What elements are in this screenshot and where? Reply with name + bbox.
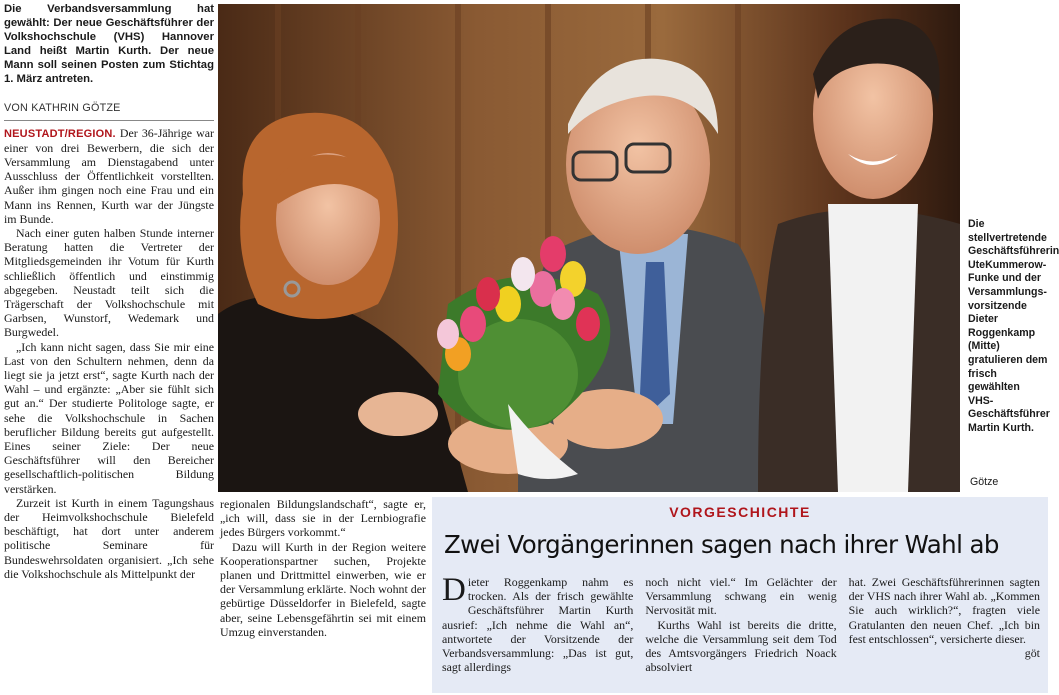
- box-kicker: VORGESCHICHTE: [669, 504, 811, 520]
- article-body: [4, 126, 214, 582]
- paragraph: noch nicht viel.“ Im Gelächter der Versammlung schwang ein wenig Nervosität mit.: [645, 575, 837, 618]
- paragraph: Nach einer guten halben Stunde interner Beratung hatten die Vertreter der Mitgliedsgemeinden ihr Votum für Kurth schließlich öffentlich und einstimmig abgegeben. Neustadt teilt sich die Trägerschaft der Volkshochschule mit Garbsen, Wunstorf, Wedemark und Burgwedel.: [4, 225, 214, 340]
- box-column-3: [849, 575, 1040, 690]
- paragraph: Dazu will Kurth in der Region weitere Kooperationspartner suchen, Projekte planen und Drittmittel einwerben, wie er der Versammlung erklärte. Noch wohnt der gebürtige Düsseldorfer in Bielefeld, sagte aber, seine Lebensgefährtin sei mit einem Umzug einverstanden.: [220, 539, 426, 639]
- photo-caption: Die stellvertretende Geschäftsführerin UteKummerow-Funke und der Versammlungs-vorsitzende Dieter Roggenkamp (Mitte) gratulieren dem frisch gewählten VHS-Geschäftsführer Martin Kurth.: [968, 218, 1059, 434]
- box-column-1: [442, 572, 634, 690]
- paragraph: regionalen Bildungslandschaft“, sagte er, „ich will, dass sie in der Lernbiografie jedes Bürgers vorkommt.“: [220, 497, 426, 540]
- box-headline: Zwei Vorgängerinnen sagen nach ihrer Wahl ab: [444, 530, 999, 559]
- box-column-2: [645, 575, 836, 690]
- box-columns: [442, 572, 1040, 690]
- photo-credit: Götze: [970, 476, 999, 488]
- box-credit: göt: [1024, 646, 1040, 661]
- drop-cap: D: [442, 572, 466, 608]
- paragraph: „Ich kann nicht sagen, dass Sie mir eine Last von den Schultern nehmen, denn da liegt sie ja jetzt erst“, sagte Kurth nach der Wahl – und ergänzte: „Aber sie fühlt sich gut an.“ Der studierte Politologe sagte, er sehe die Volkshochschule in Sachen beruflicher Bildung bereits gut aufgestellt. Eines seiner Ziele: Der neue Geschäftsführer will den Bereicher gesellschaftlich-politischen Bildung verstärken.: [4, 339, 214, 496]
- paragraph: NEUSTADT/REGION. Der 36-Jährige war einer von drei Bewerbern, die sich der Versammlung am Dienstagabend unter Ausschluss der Öffentlichkeit vorstellten. Außer ihm gingen noch eine Frau und ein Mann ins Rennen, Kurth war der Jüngste im Bunde.: [4, 125, 214, 226]
- sidebar-box: [432, 497, 1048, 693]
- paragraph: Kurths Wahl ist bereits die dritte, welche die Versammlung seit dem Tod des Amtsvorgängers Friedrich Noack absolviert: [645, 617, 837, 675]
- left-column: [4, 2, 214, 692]
- paragraph: Dieter Roggenkamp nahm es trocken. Als der frisch gewählte Geschäftsführer Martin Kurth ausrief: „Ich nehme die Wahl an“, antwortete der Vorsitzende der Verbandsversammlung: „Das ist gut, sagt allerdings: [442, 572, 634, 675]
- byline-divider: [4, 120, 214, 121]
- dateline: NEUSTADT/REGION.: [4, 127, 116, 140]
- byline: VON KATHRIN GÖTZE: [4, 101, 121, 114]
- article-photo: [218, 4, 960, 492]
- photo-illustration: [218, 4, 960, 492]
- middle-column: [220, 497, 426, 692]
- article-intro: Die Verbandsversammlung hat gewählt: Der neue Geschäftsführer der Volkshochschule (VHS) Hannover Land heißt Martin Kurth. Der neue Mann soll seinen Posten zum Stichtag 1. März antreten.: [4, 3, 214, 86]
- paragraph: Zurzeit ist Kurth in einem Tagungshaus der Heimvolkshochschule Bielefeld beschäftigt, hat dort unter anderem politische Seminare für Bundeswehrsoldaten organisiert. „Ich sehe die Volkshochschule als Mittelpunkt der: [4, 495, 214, 581]
- paragraph: hat. Zwei Geschäftsführerinnen sagten der VHS nach ihrer Wahl ab. „Kommen Sie auch wirklich?“, fragten viele Gratulanten den neuen Chef. „Ich bin fest entschlossen“, versicherte dieser. göt: [848, 575, 1040, 661]
